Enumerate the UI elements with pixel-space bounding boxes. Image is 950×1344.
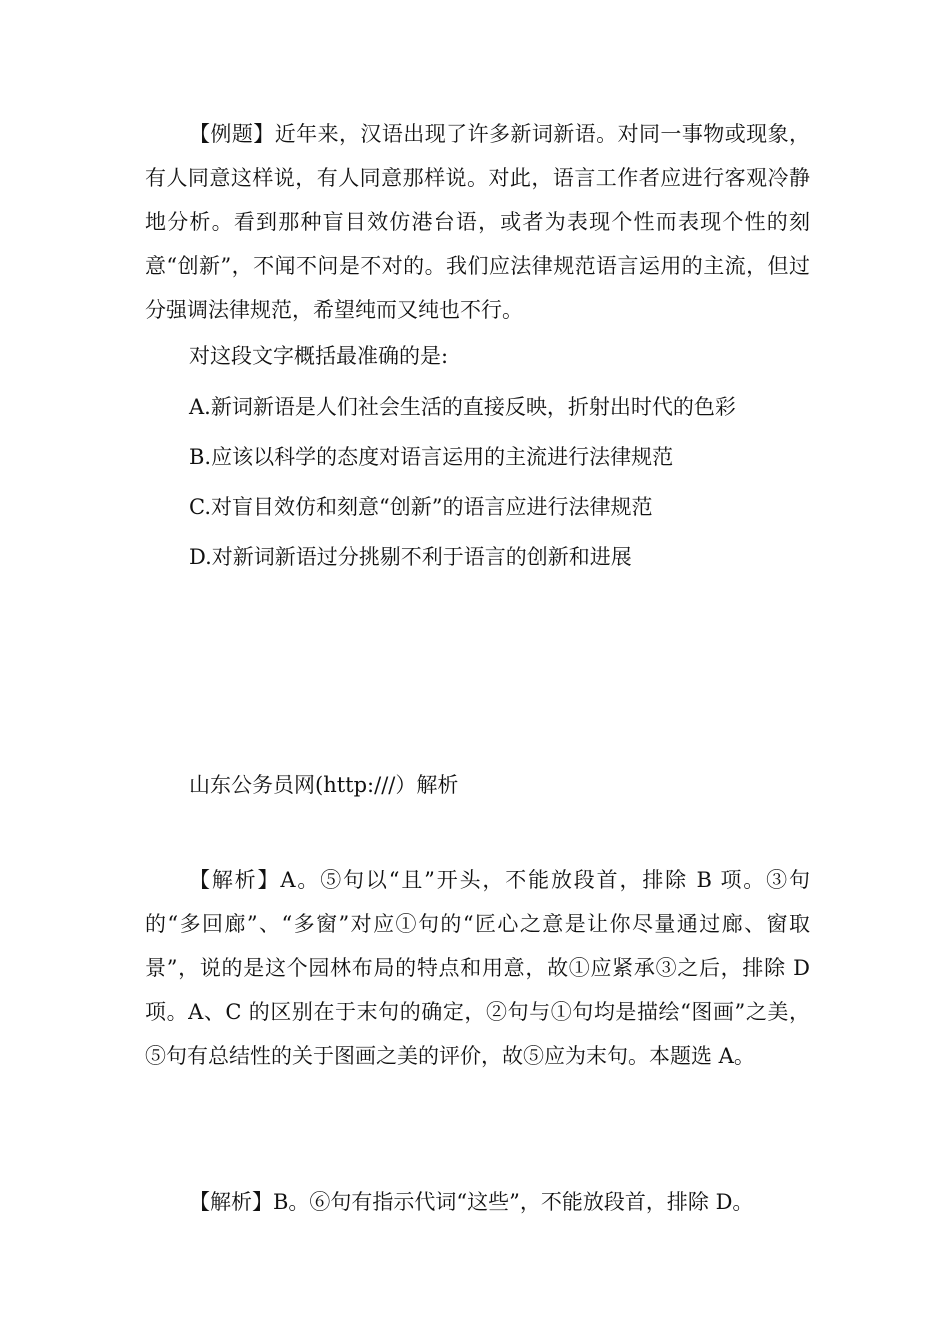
option-b: B.应该以科学的态度对语言运用的主流进行法律规范 xyxy=(189,445,674,469)
source-line: 山东公务员网(http:///）解析 xyxy=(189,773,459,797)
option-c: C.对盲目效仿和刻意“创新”的语言应进行法律规范 xyxy=(189,495,653,519)
analysis-paragraph-2: 【解析】B。⑥句有指示代词“这些”，不能放段首，排除 D。 xyxy=(189,1190,754,1214)
option-a: A.新词新语是人们社会生活的直接反映，折射出时代的色彩 xyxy=(189,395,736,419)
question-prompt: 对这段文字概括最准确的是: xyxy=(189,344,449,368)
option-d: D.对新词新语过分挑剔不利于语言的创新和进展 xyxy=(189,545,632,569)
example-paragraph: 【例题】近年来，汉语出现了许多新词新语。对同一事物或现象，有人同意这样说，有人同意那样说。对此，语言工作者应进行客观冷静地分析。看到那种盲目效仿港台语，或者为表现个性而表现个性的刻意“创新”，不闻不问是不对的。我们应法律规范语言运用的主流，但过分强调法律规范，希望纯而又纯也不行。 xyxy=(145,122,810,322)
analysis-paragraph-1: 【解析】A。⑤句以“且”开头，不能放段首，排除 B 项。③句的“多回廊”、“多窗”对应①句的“匠心之意是让你尽量通过廊、窗取景”，说的是这个园林布局的特点和用意，故①应紧承③之后，排除 D 项。A、C 的区别在于末句的确定，②句与①句均是描绘“图画”之美，⑤句有总结性的关于图画之美的评价，故⑤应为末句。本题选 A。 xyxy=(145,868,810,1068)
